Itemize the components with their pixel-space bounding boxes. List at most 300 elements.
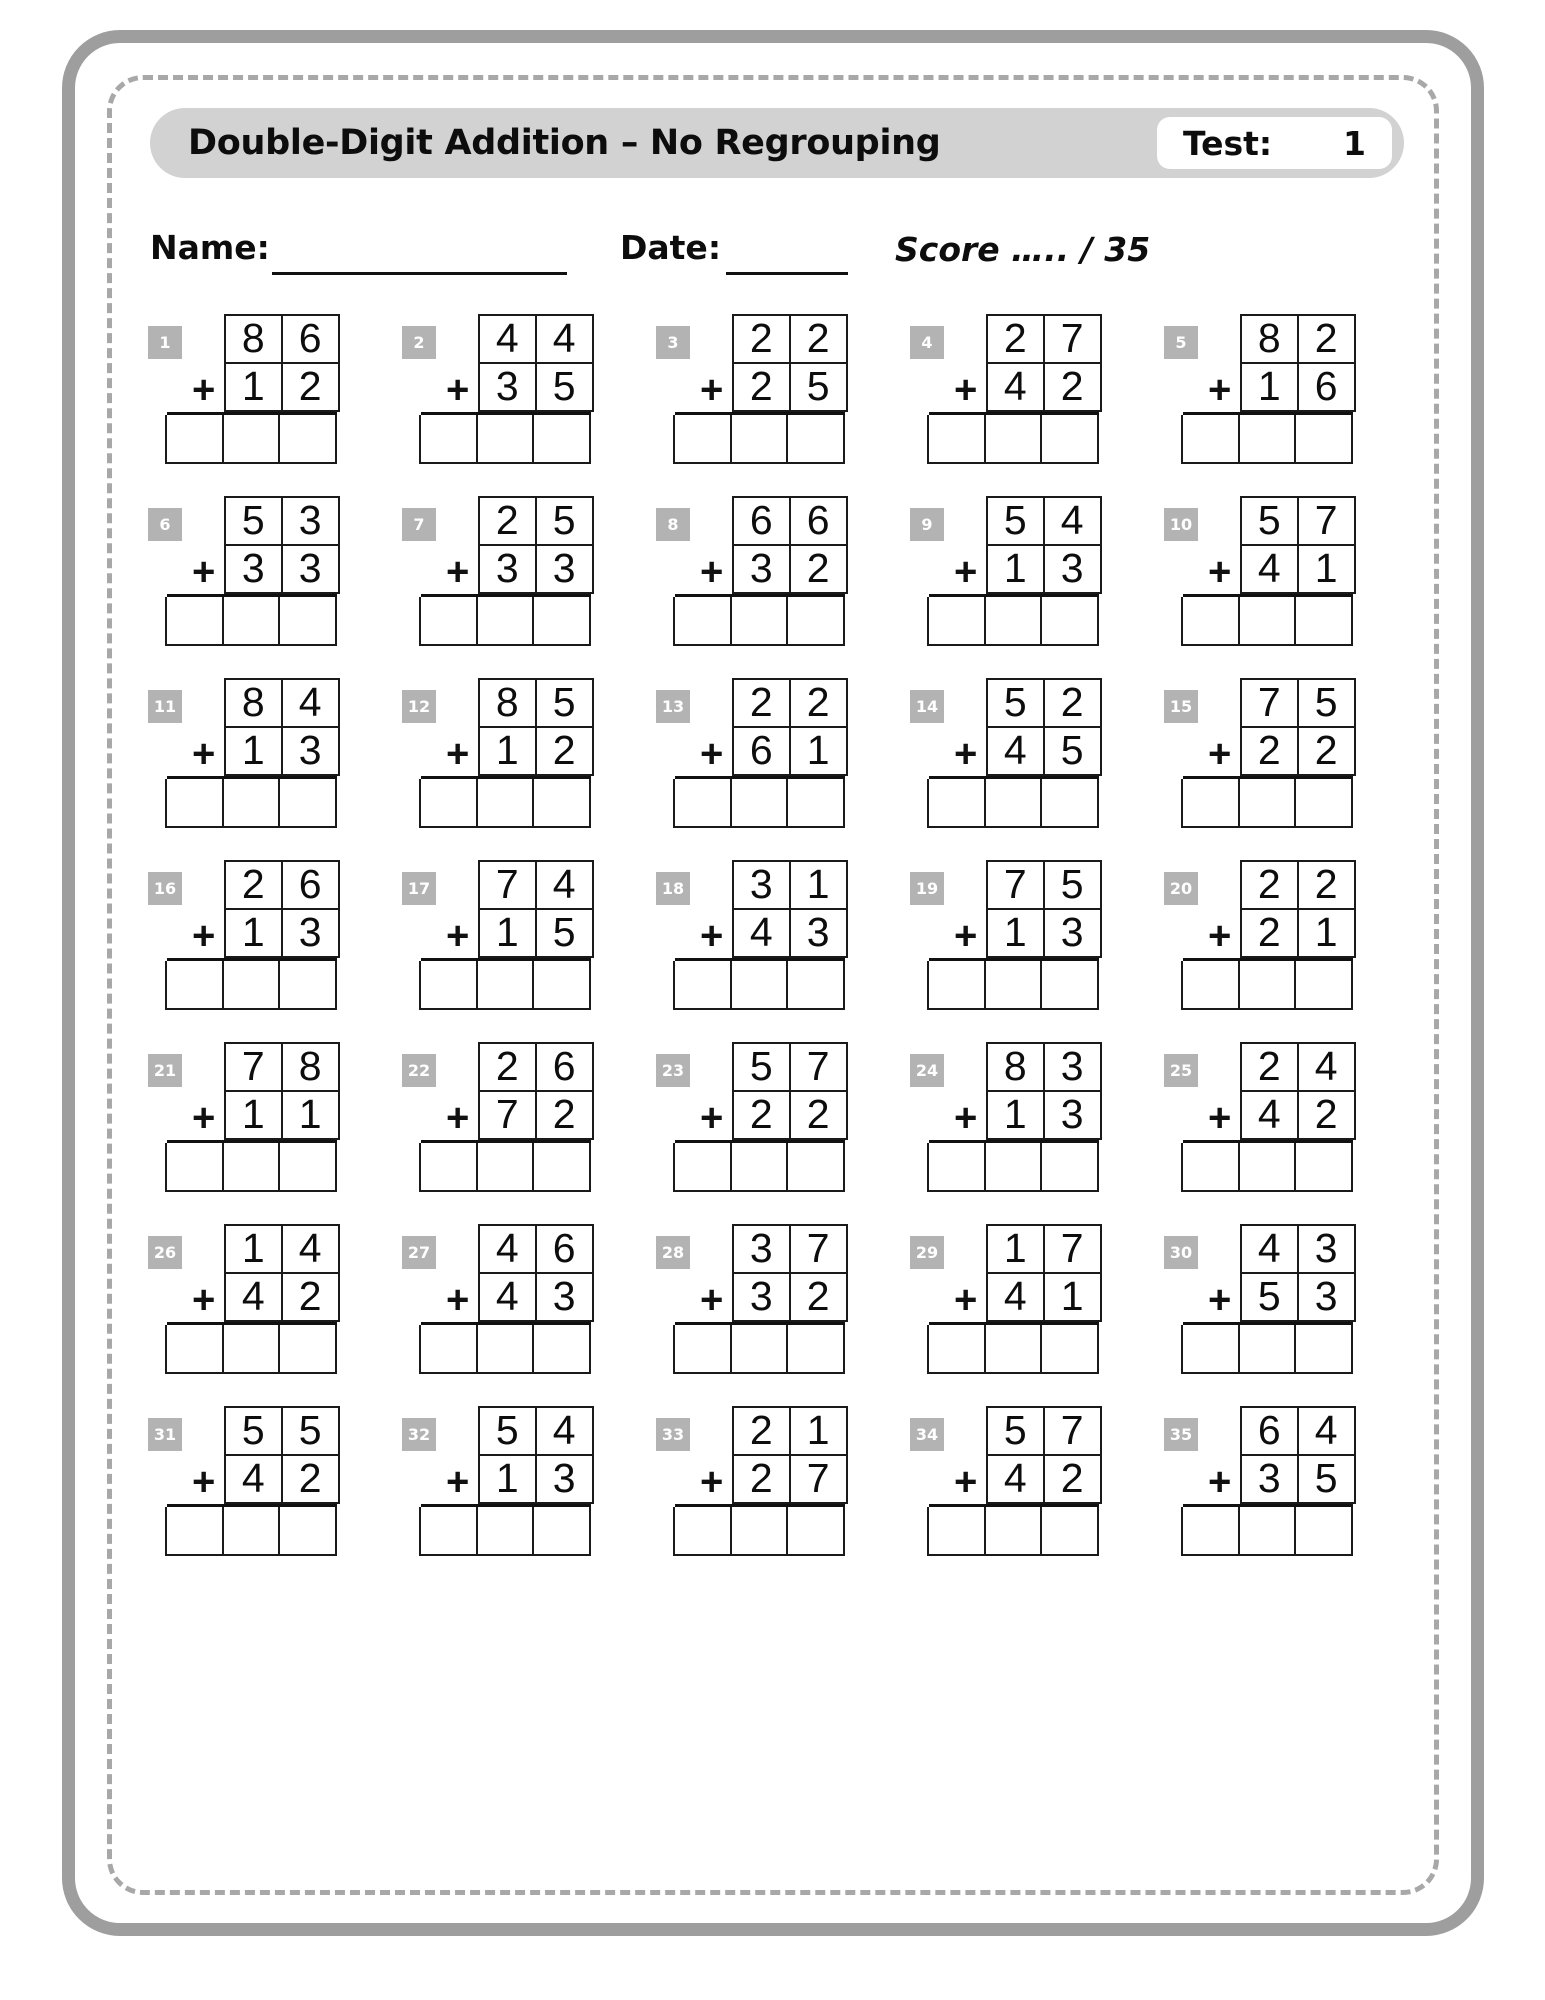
digit-cell: 5 [224, 1406, 283, 1456]
plus-operator-icon: + [954, 1278, 978, 1322]
answer-cell[interactable] [927, 1143, 986, 1192]
answer-cell[interactable] [730, 1143, 789, 1192]
answer-cell[interactable] [419, 1325, 478, 1374]
answer-cell[interactable] [278, 597, 337, 646]
answer-row [1183, 1322, 1353, 1374]
answer-cell[interactable] [984, 1143, 1043, 1192]
addition-problem [1164, 1404, 1418, 1564]
first-addend-row [1242, 1226, 1356, 1274]
answer-cell[interactable] [984, 1325, 1043, 1374]
answer-cell[interactable] [927, 961, 986, 1010]
addition-problem [656, 858, 910, 1018]
student-info-row [150, 220, 1410, 284]
addition-problem [910, 494, 1164, 654]
first-addend-row [1242, 1408, 1356, 1456]
plus-operator-icon: + [1208, 1096, 1232, 1140]
addend-grid [226, 316, 340, 412]
answer-row [675, 412, 845, 464]
answer-row [1183, 594, 1353, 646]
answer-cell[interactable] [730, 597, 789, 646]
answer-row [167, 412, 337, 464]
answer-cell[interactable] [165, 415, 224, 464]
addend-grid [988, 862, 1102, 958]
second-addend-row [226, 728, 340, 776]
answer-cell[interactable] [786, 961, 845, 1010]
digit-cell: 1 [986, 1090, 1045, 1140]
second-addend-row [988, 1092, 1102, 1140]
answer-cell[interactable] [786, 779, 845, 828]
answer-cell[interactable] [532, 779, 591, 828]
answer-cell[interactable] [984, 779, 1043, 828]
answer-cell[interactable] [1181, 597, 1240, 646]
digit-cell: 1 [1297, 908, 1356, 958]
addition-problem [402, 676, 656, 836]
second-addend-row [226, 1456, 340, 1504]
digit-cell: 4 [478, 314, 537, 364]
digit-cell: 4 [535, 860, 594, 910]
answer-cell[interactable] [1238, 1325, 1297, 1374]
addition-problem [148, 1222, 402, 1382]
digit-cell: 2 [535, 1090, 594, 1140]
answer-cell[interactable] [222, 1143, 281, 1192]
answer-row [167, 958, 337, 1010]
plus-operator-icon: + [192, 914, 216, 958]
answer-cell[interactable] [476, 1325, 535, 1374]
digit-cell: 4 [986, 1272, 1045, 1322]
plus-operator-icon: + [954, 550, 978, 594]
answer-row [675, 776, 845, 828]
answer-cell[interactable] [419, 597, 478, 646]
answer-cell[interactable] [730, 779, 789, 828]
digit-cell: 1 [224, 1224, 283, 1274]
second-addend-row [480, 910, 594, 958]
answer-cell[interactable] [730, 961, 789, 1010]
answer-cell[interactable] [165, 961, 224, 1010]
answer-cell[interactable] [673, 779, 732, 828]
first-addend-row [988, 680, 1102, 728]
plus-operator-icon: + [1208, 1460, 1232, 1504]
digit-cell: 2 [1240, 1042, 1299, 1092]
answer-cell[interactable] [1040, 1325, 1099, 1374]
plus-operator-icon: + [700, 550, 724, 594]
digit-cell: 5 [986, 1406, 1045, 1456]
first-addend-row [1242, 498, 1356, 546]
plus-operator-icon: + [446, 1096, 470, 1140]
problem-row [148, 1040, 1418, 1222]
digit-cell: 6 [732, 496, 791, 546]
answer-cell[interactable] [730, 1507, 789, 1556]
digit-cell: 4 [478, 1272, 537, 1322]
digit-cell: 3 [1043, 1042, 1102, 1092]
answer-cell[interactable] [1181, 1507, 1240, 1556]
worksheet-title-bar [150, 108, 1404, 178]
answer-cell[interactable] [476, 779, 535, 828]
problem-number-badge: 27 [402, 1236, 436, 1269]
digit-cell: 6 [281, 860, 340, 910]
answer-cell[interactable] [1181, 779, 1240, 828]
problem-number-badge: 4 [910, 326, 944, 359]
answer-row [167, 776, 337, 828]
addend-grid [734, 1408, 848, 1504]
answer-cell[interactable] [278, 961, 337, 1010]
first-addend-row [734, 316, 848, 364]
second-addend-row [1242, 364, 1356, 412]
plus-operator-icon: + [954, 368, 978, 412]
second-addend-row [480, 1456, 594, 1504]
digit-cell: 4 [986, 362, 1045, 412]
digit-cell: 4 [478, 1224, 537, 1274]
answer-cell[interactable] [532, 1507, 591, 1556]
problem-row [148, 676, 1418, 858]
plus-operator-icon: + [192, 550, 216, 594]
digit-cell: 3 [478, 544, 537, 594]
answer-cell[interactable] [730, 415, 789, 464]
addition-problem [402, 1404, 656, 1564]
digit-cell: 6 [535, 1042, 594, 1092]
digit-cell: 5 [1297, 1454, 1356, 1504]
digit-cell: 1 [789, 860, 848, 910]
addition-problem [656, 1222, 910, 1382]
problem-row [148, 1404, 1418, 1586]
digit-cell: 5 [224, 496, 283, 546]
second-addend-row [1242, 910, 1356, 958]
answer-cell[interactable] [165, 1143, 224, 1192]
answer-cell[interactable] [532, 961, 591, 1010]
digit-cell: 4 [224, 1454, 283, 1504]
answer-cell[interactable] [476, 1143, 535, 1192]
digit-cell: 1 [1043, 1272, 1102, 1322]
answer-cell[interactable] [673, 1325, 732, 1374]
digit-cell: 1 [1297, 544, 1356, 594]
answer-cell[interactable] [1294, 1143, 1353, 1192]
answer-cell[interactable] [1294, 1325, 1353, 1374]
digit-cell: 1 [478, 726, 537, 776]
plus-operator-icon: + [954, 1096, 978, 1140]
digit-cell: 2 [1297, 860, 1356, 910]
addend-grid [988, 316, 1102, 412]
plus-operator-icon: + [446, 1460, 470, 1504]
answer-cell[interactable] [1294, 961, 1353, 1010]
answer-row [167, 1140, 337, 1192]
answer-cell[interactable] [1040, 1507, 1099, 1556]
first-addend-row [988, 1044, 1102, 1092]
addition-problem [910, 858, 1164, 1018]
digit-cell: 1 [224, 362, 283, 412]
answer-cell[interactable] [1181, 415, 1240, 464]
addition-problem [402, 1040, 656, 1200]
digit-cell: 4 [535, 314, 594, 364]
answer-cell[interactable] [1238, 597, 1297, 646]
answer-cell[interactable] [927, 1325, 986, 1374]
answer-cell[interactable] [419, 415, 478, 464]
plus-operator-icon: + [1208, 550, 1232, 594]
addend-grid [988, 680, 1102, 776]
answer-cell[interactable] [927, 597, 986, 646]
answer-cell[interactable] [222, 415, 281, 464]
addition-problem [148, 1404, 402, 1564]
first-addend-row [480, 498, 594, 546]
answer-cell[interactable] [532, 1325, 591, 1374]
answer-row [929, 1140, 1099, 1192]
problem-number-badge: 3 [656, 326, 690, 359]
answer-cell[interactable] [165, 597, 224, 646]
digit-cell: 4 [1297, 1406, 1356, 1456]
second-addend-row [226, 910, 340, 958]
addend-grid [226, 680, 340, 776]
digit-cell: 2 [478, 496, 537, 546]
digit-cell: 3 [789, 908, 848, 958]
answer-cell[interactable] [1238, 1143, 1297, 1192]
digit-cell: 1 [986, 908, 1045, 958]
addend-grid [226, 862, 340, 958]
digit-cell: 2 [478, 1042, 537, 1092]
answer-cell[interactable] [1040, 961, 1099, 1010]
answer-cell[interactable] [532, 415, 591, 464]
first-addend-row [480, 862, 594, 910]
digit-cell: 4 [986, 726, 1045, 776]
digit-cell: 2 [535, 726, 594, 776]
addition-problem [148, 858, 402, 1018]
answer-row [929, 412, 1099, 464]
digit-cell: 2 [1043, 1454, 1102, 1504]
digit-cell: 2 [732, 1406, 791, 1456]
dashed-cut-border [107, 75, 1439, 1895]
digit-cell: 2 [986, 314, 1045, 364]
test-number-value: 1 [1343, 123, 1366, 163]
answer-cell[interactable] [419, 1143, 478, 1192]
problem-number-badge: 17 [402, 872, 436, 905]
digit-cell: 5 [732, 1042, 791, 1092]
digit-cell: 4 [1043, 496, 1102, 546]
addition-problem [656, 1404, 910, 1564]
answer-cell[interactable] [476, 1507, 535, 1556]
name-input-line[interactable] [272, 272, 567, 275]
answer-cell[interactable] [673, 415, 732, 464]
answer-cell[interactable] [278, 1143, 337, 1192]
digit-cell: 2 [789, 1090, 848, 1140]
digit-cell: 5 [478, 1406, 537, 1456]
second-addend-row [480, 546, 594, 594]
digit-cell: 7 [1297, 496, 1356, 546]
addend-grid [988, 498, 1102, 594]
answer-row [167, 1504, 337, 1556]
digit-cell: 7 [478, 860, 537, 910]
answer-cell[interactable] [278, 415, 337, 464]
answer-cell[interactable] [1181, 961, 1240, 1010]
first-addend-row [1242, 862, 1356, 910]
answer-cell[interactable] [165, 1507, 224, 1556]
answer-cell[interactable] [476, 961, 535, 1010]
answer-cell[interactable] [927, 1507, 986, 1556]
digit-cell: 3 [732, 1224, 791, 1274]
addend-grid [1242, 680, 1356, 776]
answer-row [167, 594, 337, 646]
answer-cell[interactable] [927, 779, 986, 828]
addition-problem [402, 1222, 656, 1382]
second-addend-row [226, 364, 340, 412]
answer-cell[interactable] [1238, 779, 1297, 828]
second-addend-row [226, 546, 340, 594]
plus-operator-icon: + [954, 732, 978, 776]
answer-cell[interactable] [222, 1507, 281, 1556]
answer-cell[interactable] [673, 597, 732, 646]
answer-cell[interactable] [419, 1507, 478, 1556]
date-label: Date: [620, 228, 722, 267]
digit-cell: 2 [1240, 860, 1299, 910]
problem-number-badge: 7 [402, 508, 436, 541]
answer-cell[interactable] [278, 1507, 337, 1556]
first-addend-row [226, 680, 340, 728]
score-label: Score ….. / 35 [895, 230, 1151, 269]
answer-row [675, 1322, 845, 1374]
answer-row [421, 1322, 591, 1374]
answer-cell[interactable] [278, 779, 337, 828]
answer-cell[interactable] [1294, 415, 1353, 464]
answer-cell[interactable] [984, 415, 1043, 464]
digit-cell: 8 [224, 314, 283, 364]
addition-problem [910, 676, 1164, 836]
answer-cell[interactable] [984, 597, 1043, 646]
answer-cell[interactable] [927, 415, 986, 464]
digit-cell: 7 [1043, 314, 1102, 364]
digit-cell: 2 [1297, 1090, 1356, 1140]
answer-cell[interactable] [1040, 597, 1099, 646]
second-addend-row [1242, 546, 1356, 594]
plus-operator-icon: + [192, 1096, 216, 1140]
answer-cell[interactable] [730, 1325, 789, 1374]
digit-cell: 7 [478, 1090, 537, 1140]
answer-cell[interactable] [419, 779, 478, 828]
answer-cell[interactable] [984, 1507, 1043, 1556]
answer-cell[interactable] [673, 1507, 732, 1556]
second-addend-row [988, 910, 1102, 958]
answer-cell[interactable] [532, 597, 591, 646]
answer-cell[interactable] [278, 1325, 337, 1374]
answer-cell[interactable] [222, 779, 281, 828]
problem-number-badge: 19 [910, 872, 944, 905]
digit-cell: 6 [1297, 362, 1356, 412]
answer-cell[interactable] [476, 597, 535, 646]
digit-cell: 5 [535, 362, 594, 412]
problem-number-badge: 32 [402, 1418, 436, 1451]
addition-problem [148, 312, 402, 472]
answer-cell[interactable] [476, 415, 535, 464]
digit-cell: 1 [478, 908, 537, 958]
digit-cell: 2 [1043, 678, 1102, 728]
first-addend-row [480, 1226, 594, 1274]
answer-row [1183, 1504, 1353, 1556]
answer-cell[interactable] [1040, 779, 1099, 828]
digit-cell: 7 [986, 860, 1045, 910]
second-addend-row [480, 364, 594, 412]
digit-cell: 1 [224, 908, 283, 958]
digit-cell: 5 [535, 496, 594, 546]
answer-row [421, 594, 591, 646]
digit-cell: 3 [732, 544, 791, 594]
plus-operator-icon: + [700, 914, 724, 958]
problem-number-badge: 30 [1164, 1236, 1198, 1269]
answer-cell[interactable] [1181, 1325, 1240, 1374]
digit-cell: 4 [224, 1272, 283, 1322]
first-addend-row [226, 316, 340, 364]
problem-number-badge: 2 [402, 326, 436, 359]
answer-cell[interactable] [1040, 1143, 1099, 1192]
problem-row [148, 858, 1418, 1040]
answer-cell[interactable] [165, 779, 224, 828]
digit-cell: 2 [789, 544, 848, 594]
answer-cell[interactable] [419, 961, 478, 1010]
answer-cell[interactable] [165, 1325, 224, 1374]
answer-cell[interactable] [786, 415, 845, 464]
addition-problem [910, 1222, 1164, 1382]
answer-cell[interactable] [1294, 597, 1353, 646]
plus-operator-icon: + [192, 1460, 216, 1504]
answer-cell[interactable] [222, 597, 281, 646]
answer-row [1183, 412, 1353, 464]
date-input-line[interactable] [726, 272, 848, 275]
second-addend-row [1242, 1456, 1356, 1504]
first-addend-row [480, 680, 594, 728]
answer-row [1183, 958, 1353, 1010]
answer-cell[interactable] [786, 597, 845, 646]
answer-cell[interactable] [1294, 779, 1353, 828]
answer-cell[interactable] [786, 1507, 845, 1556]
answer-row [421, 1140, 591, 1192]
digit-cell: 1 [986, 1224, 1045, 1274]
digit-cell: 3 [1297, 1224, 1356, 1274]
answer-cell[interactable] [532, 1143, 591, 1192]
answer-cell[interactable] [786, 1325, 845, 1374]
answer-cell[interactable] [222, 1325, 281, 1374]
answer-cell[interactable] [1238, 961, 1297, 1010]
plus-operator-icon: + [700, 368, 724, 412]
addition-problem [1164, 1222, 1418, 1382]
answer-cell[interactable] [673, 961, 732, 1010]
addend-grid [734, 862, 848, 958]
plus-operator-icon: + [700, 732, 724, 776]
answer-cell[interactable] [1238, 415, 1297, 464]
digit-cell: 7 [224, 1042, 283, 1092]
answer-cell[interactable] [984, 961, 1043, 1010]
digit-cell: 3 [281, 908, 340, 958]
answer-cell[interactable] [1040, 415, 1099, 464]
second-addend-row [734, 546, 848, 594]
answer-cell[interactable] [786, 1143, 845, 1192]
test-label: Test: [1183, 123, 1273, 163]
answer-cell[interactable] [1238, 1507, 1297, 1556]
digit-cell: 1 [224, 1090, 283, 1140]
first-addend-row [988, 316, 1102, 364]
problem-number-badge: 16 [148, 872, 182, 905]
digit-cell: 4 [1240, 544, 1299, 594]
digit-cell: 8 [478, 678, 537, 728]
answer-cell[interactable] [1181, 1143, 1240, 1192]
addition-problem [1164, 676, 1418, 836]
plus-operator-icon: + [446, 732, 470, 776]
digit-cell: 5 [986, 678, 1045, 728]
plus-operator-icon: + [1208, 1278, 1232, 1322]
problem-number-badge: 5 [1164, 326, 1198, 359]
plus-operator-icon: + [192, 732, 216, 776]
problem-number-badge: 29 [910, 1236, 944, 1269]
problem-number-badge: 10 [1164, 508, 1198, 541]
answer-cell[interactable] [673, 1143, 732, 1192]
answer-cell[interactable] [222, 961, 281, 1010]
problem-number-badge: 13 [656, 690, 690, 723]
answer-cell[interactable] [1294, 1507, 1353, 1556]
addition-problem [1164, 312, 1418, 472]
problem-number-badge: 14 [910, 690, 944, 723]
